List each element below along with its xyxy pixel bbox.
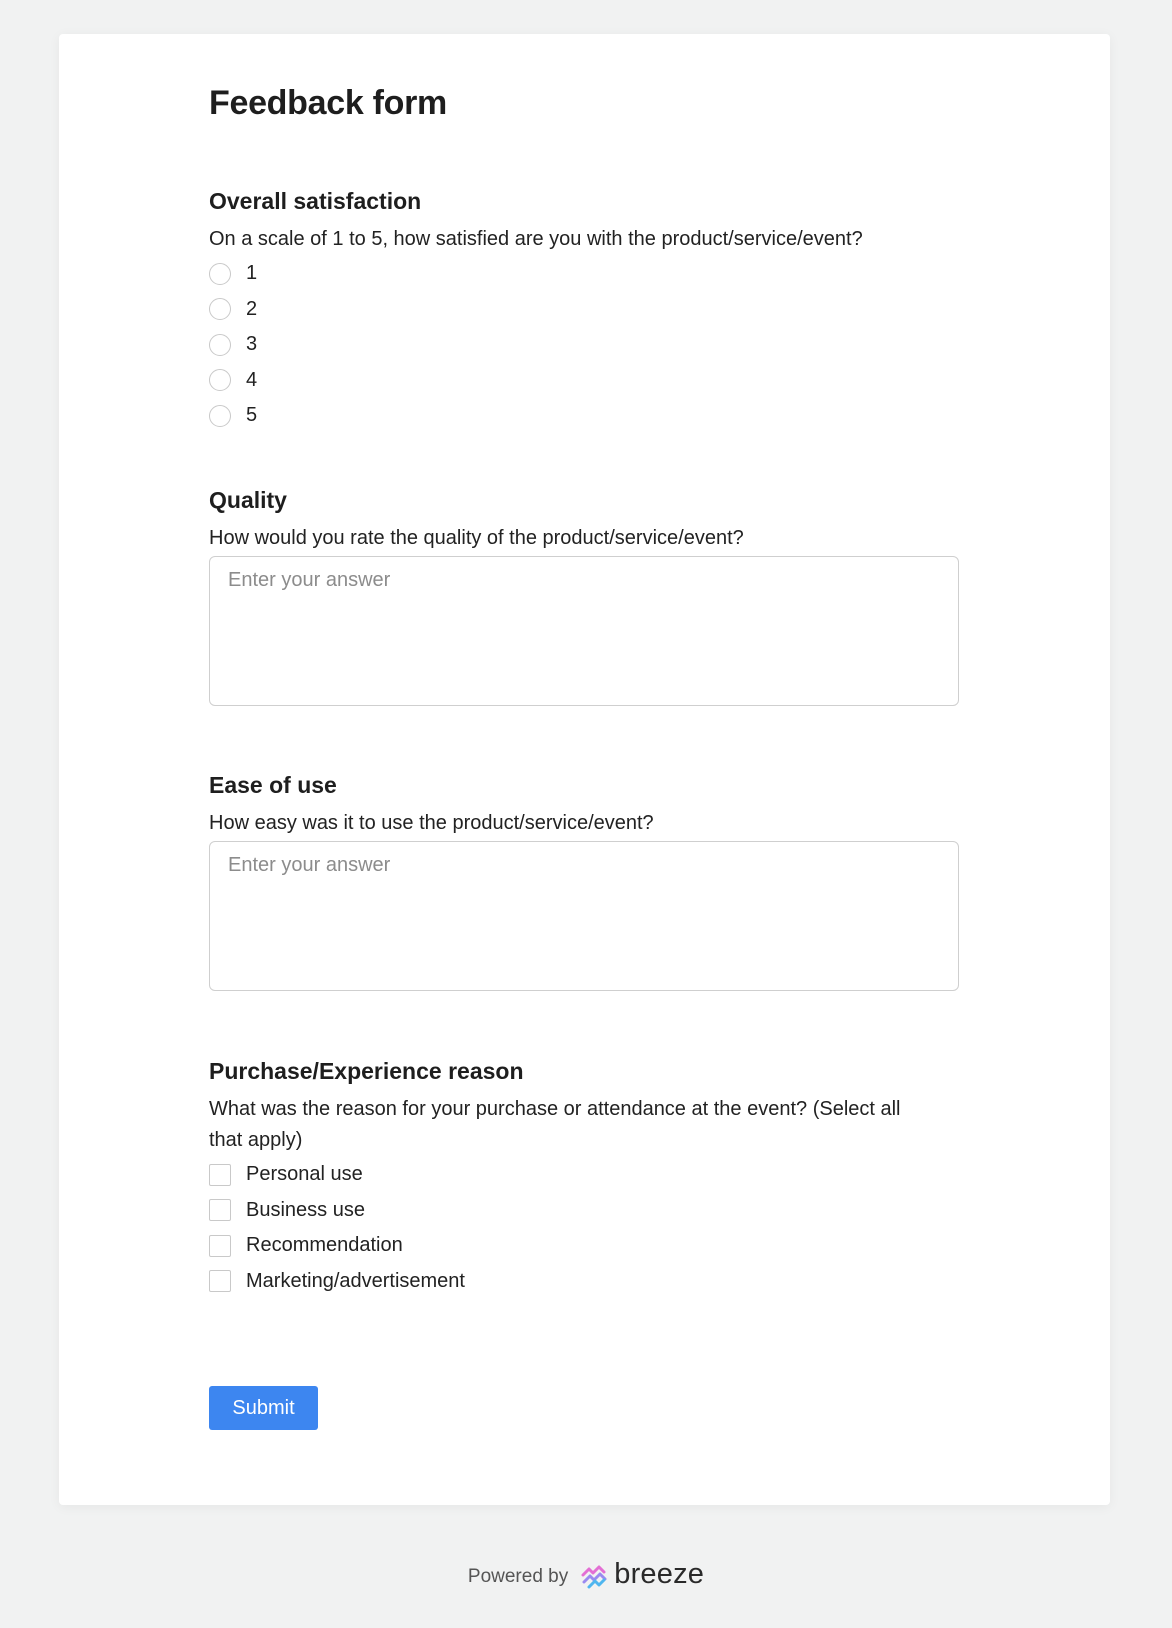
rating-option-4[interactable]	[209, 363, 959, 399]
reason-option-marketing[interactable]	[209, 1264, 959, 1300]
checkbox[interactable]	[209, 1164, 231, 1186]
question-text: How easy was it to use the product/service/event?	[209, 812, 654, 834]
powered-by-footer	[0, 1560, 1172, 1593]
rating-options	[209, 256, 959, 434]
breeze-logo-icon	[580, 1563, 608, 1591]
option-label: Recommendation	[246, 1234, 403, 1257]
radio-button[interactable]	[209, 405, 231, 427]
checkbox[interactable]	[209, 1270, 231, 1292]
option-label: Marketing/advertisement	[246, 1269, 465, 1292]
rating-option-2[interactable]	[209, 292, 959, 328]
rating-option-3[interactable]	[209, 327, 959, 363]
section-quality	[209, 485, 959, 706]
section-purchase-reason	[209, 1056, 959, 1299]
checkbox[interactable]	[209, 1235, 231, 1257]
radio-button[interactable]	[209, 369, 231, 391]
section-overall-satisfaction	[209, 186, 959, 434]
quality-answer-field[interactable]	[209, 556, 959, 706]
form-card	[59, 34, 1110, 1505]
submit-button[interactable]: Submit	[209, 1386, 318, 1430]
option-label: Business use	[246, 1198, 365, 1221]
radio-button[interactable]	[209, 263, 231, 285]
option-label: 4	[246, 368, 258, 391]
rating-option-1[interactable]	[209, 256, 959, 292]
section-ease-of-use	[209, 770, 959, 991]
section-title: Ease of use	[209, 772, 337, 798]
section-title: Overall satisfaction	[209, 188, 422, 214]
option-label: Personal use	[246, 1163, 363, 1186]
section-title: Quality	[209, 487, 287, 513]
section-title: Purchase/Experience reason	[209, 1058, 524, 1084]
radio-button[interactable]	[209, 334, 231, 356]
powered-by-text: Powered by	[467, 1565, 569, 1587]
rating-option-5[interactable]	[209, 398, 959, 434]
option-label: 1	[246, 262, 258, 285]
reason-option-business-use[interactable]	[209, 1193, 959, 1229]
checkbox[interactable]	[209, 1199, 231, 1221]
question-text: How would you rate the quality of the product/service/event?	[209, 527, 744, 549]
brand-name: breeze	[614, 1558, 705, 1590]
reason-options	[209, 1157, 959, 1299]
reason-option-recommendation[interactable]	[209, 1228, 959, 1264]
reason-option-personal-use[interactable]	[209, 1157, 959, 1193]
option-label: 3	[246, 333, 258, 356]
question-text: On a scale of 1 to 5, how satisfied are you with the product/service/event?	[209, 228, 863, 250]
option-label: 2	[246, 297, 258, 320]
radio-button[interactable]	[209, 298, 231, 320]
ease-answer-field[interactable]	[209, 841, 959, 991]
form-title: Feedback form	[209, 84, 447, 122]
option-label: 5	[246, 404, 258, 427]
question-text: What was the reason for your purchase or attendance at the event? (Select all that apply)	[209, 1098, 901, 1151]
